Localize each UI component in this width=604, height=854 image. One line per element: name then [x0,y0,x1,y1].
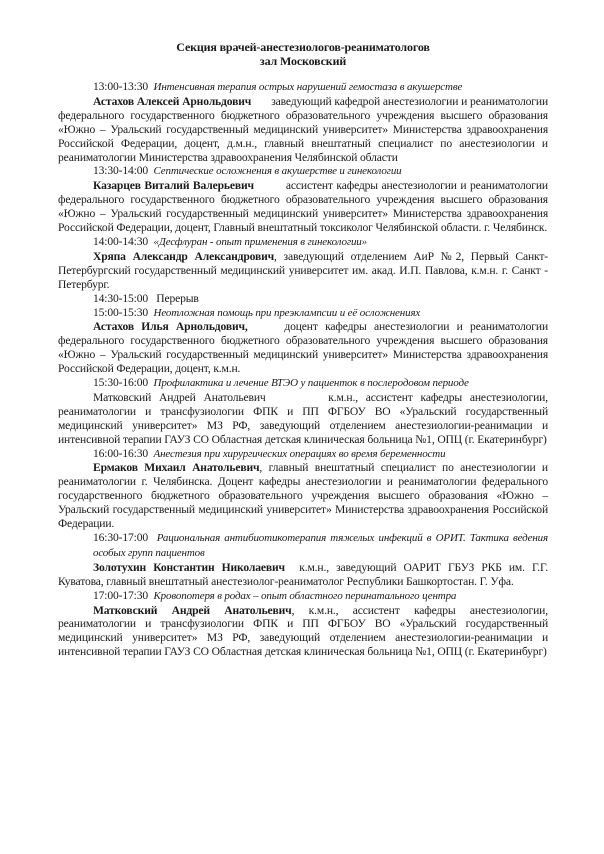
program-slot [58,80,548,164]
document-page [58,40,548,659]
slot-time: 13:30-14:00 [93,164,149,178]
speaker-details: ассистент кафедры анестезиологии и реаниматологии федерального государственного бюджетного образовательного учреждения высшего образования «Южно – Уральский государственный медицинский университет» Министерства здравоохранения Российской Федерации, доцент, Главный внештатный токсиколог Челябинской области. г. Челябинск. [58,179,548,235]
slot-time-line [58,589,548,604]
speaker-details: , к.м.н., ассистент кафедры анестезиологии, реаниматологии и трансфузиологии ФПК и ПП ФГБОУ ВО «Уральский государственный медицинский университет» МЗ РФ, заведующий отделением анестезиологии-реанимации и интенсивной терапии ГАУЗ СО Областная детская клиническая больница №1, ОПЦ (г. Екатеринбург) [58,603,548,659]
slot-time-line [58,306,548,321]
speaker-name: Ермаков Михаил Анатольевич [93,461,260,475]
slot-time-line [58,531,548,561]
program-slot [58,235,548,292]
slot-topic: Кровопотеря в родах – опыт областного перинатального центра [153,589,457,602]
slot-speaker-line [58,561,548,589]
speaker-details: доцент кафедры анестезиологии и реаниматологии федерального государственного бюджетного образовательного учреждения высшего образования «Южно – Уральский государственный медицинский университет» Министерства здравоохранения Российской Федерации, доцент, к.м.н. [58,320,548,376]
slot-time: 15:00-15:30 [93,305,149,319]
slot-topic: Рациональная антибиотикотерапия тяжелых инфекций в ОРИТ. Тактика ведения особых групп пациентов [93,532,548,559]
slot-speaker-line [58,604,548,660]
program-slot [58,589,548,660]
speaker-details: к.м.н., заведующий ОАРИТ ГБУЗ РКБ им. Г.Г. Куватова, главный внештатный анестезиолог-реаниматолог Республики Башкортостан. Г. Уфа. [58,560,548,588]
speaker-name: Астахов Алексей Арнольдович [93,94,252,108]
program-slot [58,306,548,377]
slot-time: 16:30-17:00 [93,531,149,544]
slot-topic: Анестезия при хирургических операциях во время беременности [153,447,446,460]
slot-time-line [58,376,548,391]
slot-topic: Интенсивная терапия острых нарушений гемостаза в акушерстве [153,81,463,93]
slot-time-line [58,235,548,250]
slot-speaker-line [58,250,548,292]
slot-time-line [58,164,548,179]
slot-time-line [58,447,548,462]
slot-topic: Септические осложнения в акушерстве и гинекологии [153,165,402,178]
slot-time: 17:00-17:30 [93,588,149,602]
slot-speaker-line [58,320,548,376]
slot-time: 14:30-15:00 [93,291,149,305]
program-slot [58,292,548,306]
slot-time: 14:00-14:30 [93,234,149,248]
slot-topic: Профилактика и лечение ВТЭО у пациенток в послеродовом периоде [153,377,469,390]
slot-speaker-line [58,461,548,531]
speaker-name: Матковский Андрей Анатольевич [93,603,292,617]
speaker-details: заведующий кафедрой анестезиологии и реаниматологии федерального государственного бюджетного образовательного учреждения высшего образования «Южно – Уральский государственный медицинский университет» Министерства здравоохранения Российской Федерации, доцент, д.м.н., главный внештатный специалист по анестезиологии и реаниматологии Министерства здравоохранения Челябинской области [58,94,548,164]
program-slot [58,164,548,235]
speaker-name: Матковский Андрей Анатольевич [93,390,266,404]
slot-speaker-line [58,179,548,235]
speaker-name: Хряпа Александр Александрович [93,249,275,263]
program-slot [58,447,548,531]
slot-speaker-line [58,391,548,447]
slot-topic: «Десфлуран - опыт применения в гинекологии» [153,235,368,248]
slot-speaker-line [58,95,548,165]
slot-time-line [58,80,548,95]
section-title: Секция врачей-анестезиологов-реаниматологов [176,40,430,54]
speaker-name: Казарцев Виталий Валерьевич [93,179,254,193]
break-label: Перерыв [156,291,199,305]
section-header [58,40,548,68]
speaker-details: , главный внештатный специалист по анестезиологии и реаниматологии г. Челябинска. Доцент кафедры анестезиологии и реаниматологии федерального государственного бюджетного образовательного учреждения высшего образования «Южно – Уральский государственный медицинский университет» Министерства здравоохранения Российской Федерации. [58,461,548,531]
slot-time: 13:00-13:30 [93,80,149,93]
slot-time: 15:30-16:00 [93,376,149,390]
slot-topic: Неотложная помощь при преэклампсии и её осложнениях [153,306,421,319]
speaker-details: , заведующий отделением АиР №2, Первый Санкт-Петербургский государственный медицинский университет им. акад. И.П. Павлова, к.м.н. г. Санкт - Петербург. [58,249,548,291]
hall-name: зал Московский [259,54,347,68]
program-slot [58,376,548,447]
slot-time: 16:00-16:30 [93,446,149,460]
speaker-details: к.м.н., ассистент кафедры анестезиологии, реаниматологии и трансфузиологии ФПК и ПП ФГБОУ ВО «Уральский государственный медицинский университет» МЗ РФ, заведующий отделением анестезиологии-реанимации и интенсивной терапии ГАУЗ СО Областная детская клиническая больница №1, ОПЦ (г. Екатеринбург) [58,390,548,446]
speaker-name: Золотухин Константин Николаевич [93,560,285,574]
slot-time-line [58,292,548,306]
speaker-name: Астахов Илья Арнольдович, [93,320,248,334]
program-slot [58,531,548,589]
